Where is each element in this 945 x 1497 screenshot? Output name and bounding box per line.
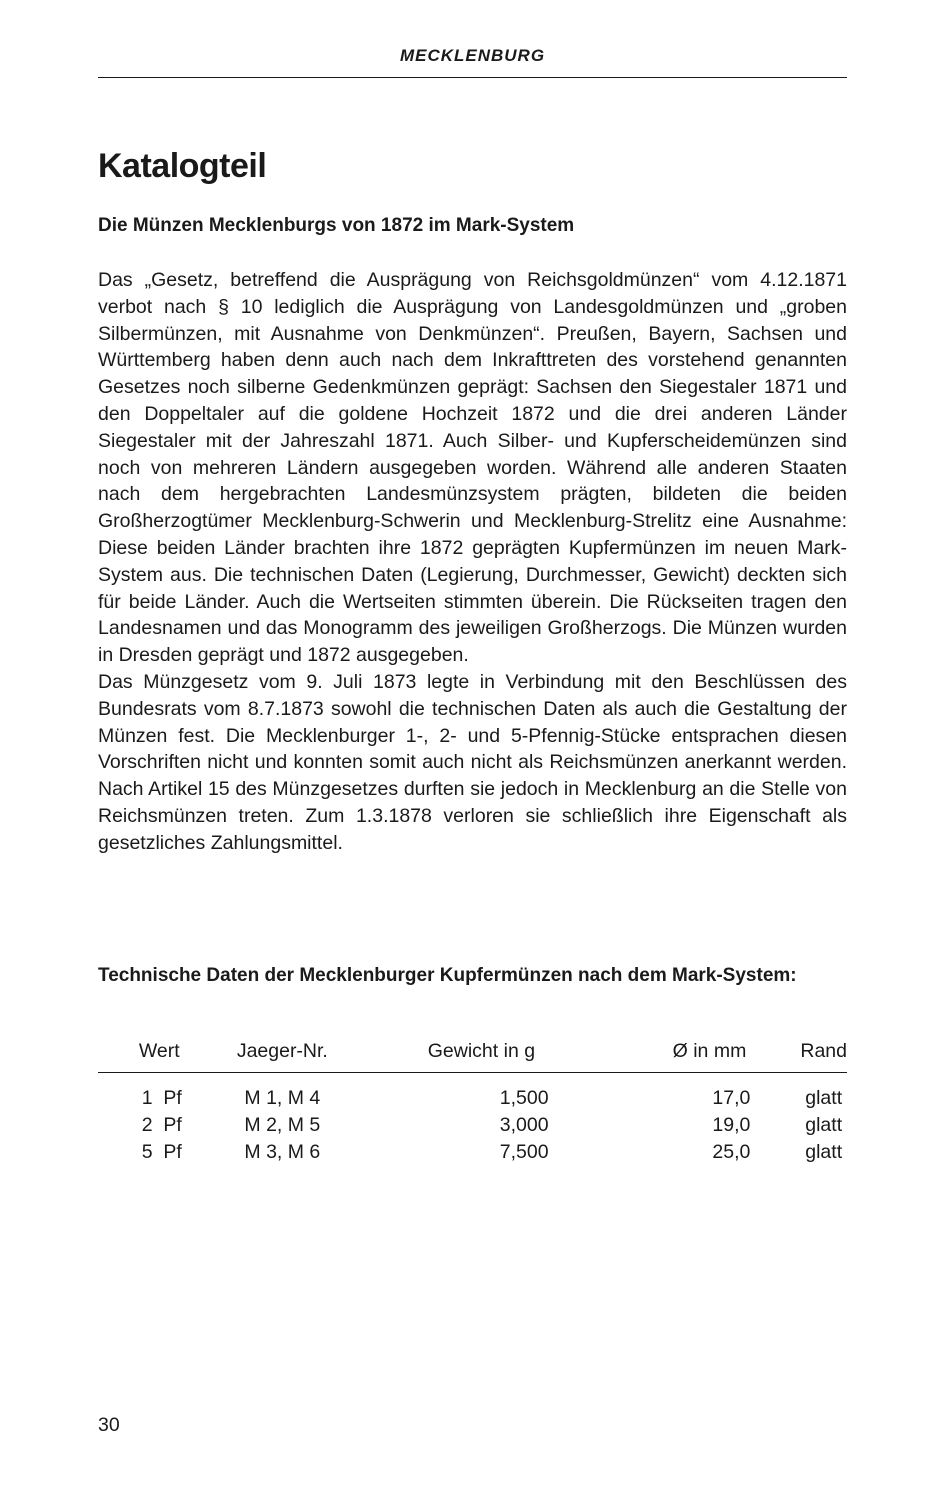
cell-gewicht: 7,500 bbox=[499, 1141, 549, 1163]
technical-data-table bbox=[98, 1040, 847, 1168]
wert-number: 1 bbox=[141, 1087, 153, 1109]
cell-wert bbox=[98, 1073, 220, 1115]
cell-jaeger: M 3, M 6 bbox=[244, 1141, 321, 1163]
cell-wert bbox=[98, 1114, 220, 1141]
page-number: 30 bbox=[98, 1414, 120, 1436]
cell-durchmesser: 25,0 bbox=[712, 1141, 751, 1163]
page-title: Katalogteil bbox=[98, 147, 267, 185]
table-row bbox=[98, 1114, 847, 1141]
running-header: MECKLENBURG bbox=[399, 46, 546, 65]
wert-unit: Pf bbox=[163, 1141, 182, 1163]
cell-wert bbox=[98, 1141, 220, 1168]
paragraph: Das Münzgesetz vom 9. Juli 1873 legte in Verbindung mit den Beschlüssen des Bundesrats vom 8.7.1873 sowohl die technischen Daten als auch die Gestaltung der Münzen fest. Die Mecklenburger 1-, 2- und 5-Pfennig-Stücke entsprachen diesen Vorschriften nicht und konnten somit auch nicht als Reichsmünzen anerkannt werden. Nach Artikel 15 des Münzgesetzes durften sie jedoch in Mecklenburg an die Stelle von Reichsmünzen treten. Zum 1.3.1878 verloren sie schließlich ihre Eigenschaft als gesetzliches Zahlungsmittel. bbox=[98, 670, 847, 854]
cell-durchmesser: 17,0 bbox=[712, 1087, 751, 1109]
table-row bbox=[98, 1141, 847, 1168]
wert-number: 2 bbox=[141, 1114, 153, 1136]
wert-unit: Pf bbox=[163, 1114, 182, 1136]
paragraph: Das „Gesetz, betreffend die Ausprägung von Reichsgoldmünzen“ vom 4.12.1871 verbot nach § 10 lediglich die Ausprägung von Landesgoldmünzen und „groben Silbermünzen, mit Ausnahme von Denkmünzen“. Preußen, Bayern, Sachsen und Württemberg haben denn auch nach dem Inkrafttreten des vorstehend genannten Gesetzes noch silberne Gedenkmünzen geprägt: Sachsen den Siegestaler 1871 und den Doppeltaler auf die goldene Hochzeit 1872 und die drei anderen Länder Siegestaler mit der Jahreszahl 1871. Auch Silber- und Kupferscheidemünzen sind noch von mehreren Ländern ausgegeben worden. Während alle anderen Staaten nach dem hergebrachten Landesmünzsystem prägten, bildeten die beiden Großherzogtümer Mecklenburg-Schwerin und Mecklenburg-Strelitz eine Ausnahme: Diese beiden Länder brachten ihre 1872 geprägten Kupfermünzen im neuen Mark-System aus. Die technischen Daten (Legierung, Durchmesser, Gewicht) deckten sich für beide Länder. Auch die Wertseiten stimmten überein. Die Rückseiten tragen den Landesnamen und das Monogramm des jeweiligen Großherzogs. Die Münzen wurden in Dresden geprägt und 1872 ausgegeben. bbox=[98, 269, 847, 667]
column-header-rand: Rand bbox=[800, 1040, 847, 1073]
column-header-jaeger: Jaeger-Nr. bbox=[220, 1040, 344, 1073]
column-header-durchmesser: Ø in mm bbox=[619, 1040, 801, 1073]
wert-unit: Pf bbox=[163, 1087, 182, 1109]
table-row bbox=[98, 1073, 847, 1115]
body-text bbox=[98, 267, 847, 857]
cell-gewicht: 3,000 bbox=[499, 1114, 549, 1136]
wert-number: 5 bbox=[141, 1141, 153, 1163]
column-header-gewicht: Gewicht in g bbox=[344, 1040, 618, 1073]
cell-rand: glatt bbox=[805, 1087, 843, 1109]
header-rule bbox=[98, 77, 847, 78]
section-subtitle: Die Münzen Mecklenburgs von 1872 im Mark-System bbox=[98, 215, 575, 236]
cell-durchmesser: 19,0 bbox=[712, 1114, 751, 1136]
cell-jaeger: M 1, M 4 bbox=[244, 1087, 321, 1109]
cell-rand: glatt bbox=[805, 1141, 843, 1163]
column-header-wert: Wert bbox=[98, 1040, 220, 1073]
table-header-row bbox=[98, 1040, 847, 1073]
table-heading: Technische Daten der Mecklenburger Kupfermünzen nach dem Mark-System: bbox=[98, 965, 797, 986]
cell-jaeger: M 2, M 5 bbox=[244, 1114, 321, 1136]
cell-rand: glatt bbox=[805, 1114, 843, 1136]
cell-gewicht: 1,500 bbox=[499, 1087, 549, 1109]
